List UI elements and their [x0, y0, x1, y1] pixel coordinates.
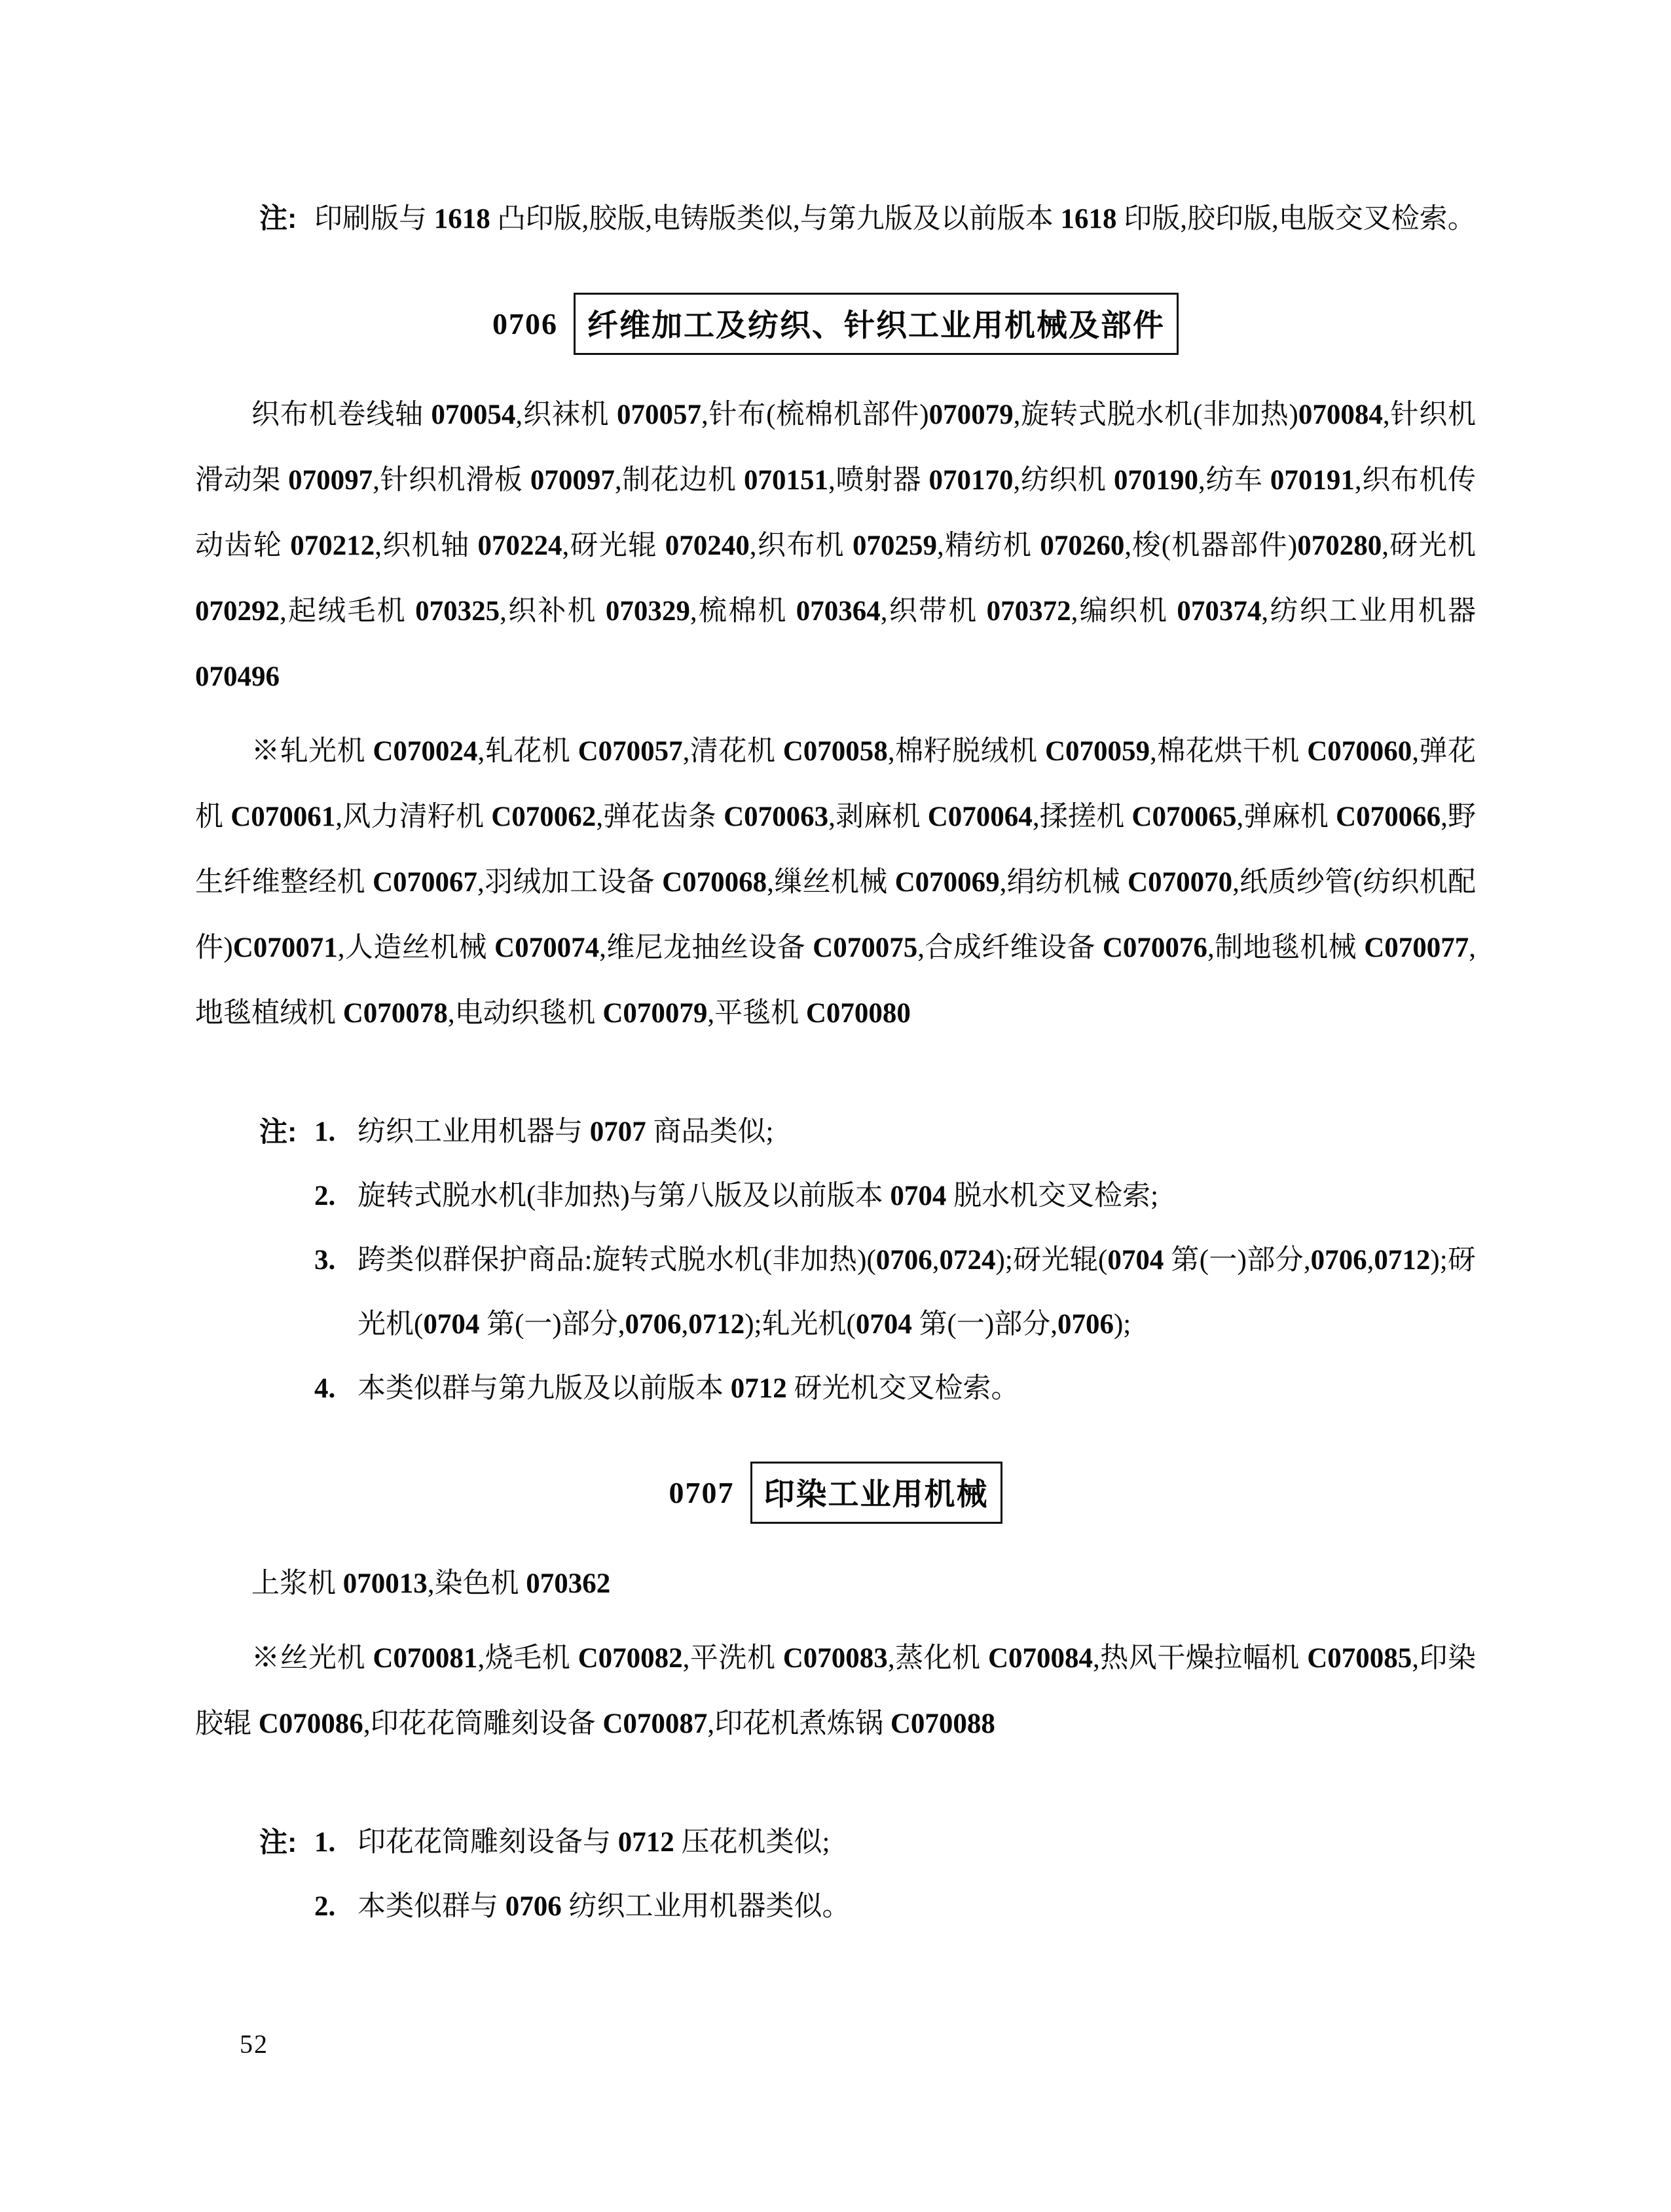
section-0706-notes	[259, 1100, 1476, 1421]
goods-paragraph: 织布机卷线轴 070054,织袜机 070057,针布(梳棉机部件)070079,旋转式脱水机(非加热)070084,针织机滑动架 070097,针织机滑板 070097,制花边机 070151,喷射器 070170,纺织机 070190,纺车 070191,织布机传动齿轮 070212,织机轴 070224,砑光辊 070240,织布机 070259,精纺机 070260,梭(机器部件)070280,砑光机 070292,起绒毛机 070325,织补机 070329,梳棉机 070364,织带机 070372,编织机 070374,纺织工业用机器 070496	[195, 399, 1477, 692]
section-0707-notes	[259, 1811, 1476, 1939]
note-label: 注:	[259, 203, 297, 234]
note-number: 1.	[314, 1116, 336, 1147]
note-text: 旋转式脱水机(非加热)与第八版及以前版本 0704 脱水机交叉检索;	[358, 1181, 1159, 1211]
goods-paragraph: 上浆机 070013,染色机 070362	[251, 1568, 611, 1599]
note-number: 2.	[314, 1891, 336, 1922]
section-0707	[195, 1462, 1476, 1939]
section-0707-heading	[195, 1462, 1476, 1524]
note-item	[259, 1100, 1476, 1164]
note-text: 本类似群与第九版及以前版本 0712 砑光机交叉检索。	[358, 1373, 1019, 1404]
note-label: 注:	[259, 1827, 297, 1858]
page-number: 52	[240, 2029, 268, 2059]
note-text: 跨类似群保护商品:旋转式脱水机(非加热)(0706,0724);砑光辊(0704 第(一)部分,0706,0712);砑光机(0704 第(一)部分,0706,0712);轧光机(0704 第(一)部分,0706);	[358, 1245, 1476, 1340]
note-text: 本类似群与 0706 纺织工业用机器类似。	[358, 1891, 851, 1922]
note-number: 2.	[314, 1181, 336, 1211]
section-title: 印染工业用机械	[750, 1462, 1002, 1524]
top-note	[259, 187, 1476, 252]
section-0706	[195, 293, 1476, 1421]
section-0706-heading	[195, 293, 1476, 355]
top-note-text: 印刷版与 1618 凸印版,胶版,电铸版类似,与第九版及以前版本 1618 印版,胶印版,电版交叉检索。	[314, 204, 1476, 234]
note-item	[259, 1164, 1476, 1228]
note-item	[259, 1811, 1476, 1875]
goods-paragraph-marked: ※丝光机 C070081,烧毛机 C070082,平洗机 C070083,蒸化机 C070084,热风干燥拉幅机 C070085,印染胶辊 C070086,印花花筒雕刻设备 C070087,印花机煮炼锅 C070088	[195, 1643, 1477, 1739]
note-text: 纺织工业用机器与 0707 商品类似;	[358, 1116, 774, 1147]
top-note-line	[259, 187, 1476, 252]
note-number: 4.	[314, 1373, 336, 1404]
note-item	[259, 1228, 1476, 1357]
note-item	[259, 1357, 1476, 1421]
note-item	[259, 1875, 1476, 1939]
section-title: 纤维加工及纺织、针织工业用机械及部件	[574, 293, 1179, 355]
note-label: 注:	[259, 1116, 297, 1148]
section-code: 0706	[492, 307, 558, 341]
note-number: 1.	[314, 1827, 336, 1858]
note-text: 印花花筒雕刻设备与 0712 压花机类似;	[358, 1827, 830, 1858]
section-code: 0707	[669, 1476, 735, 1509]
note-number: 3.	[314, 1245, 336, 1276]
goods-paragraph-marked: ※轧光机 C070024,轧花机 C070057,清花机 C070058,棉籽脱绒机 C070059,棉花烘干机 C070060,弹花机 C070061,风力清籽机 C070062,弹花齿条 C070063,剥麻机 C070064,揉搓机 C070065,弹麻机 C070066,野生纤维整经机 C070067,羽绒加工设备 C070068,缫丝机械 C070069,绢纺机械 C070070,纸质纱管(纺织机配件)C070071,人造丝机械 C070074,维尼龙抽丝设备 C070075,合成纤维设备 C070076,制地毯机械 C070077,地毯植绒机 C070078,电动织毯机 C070079,平毯机 C070080	[195, 736, 1477, 1029]
